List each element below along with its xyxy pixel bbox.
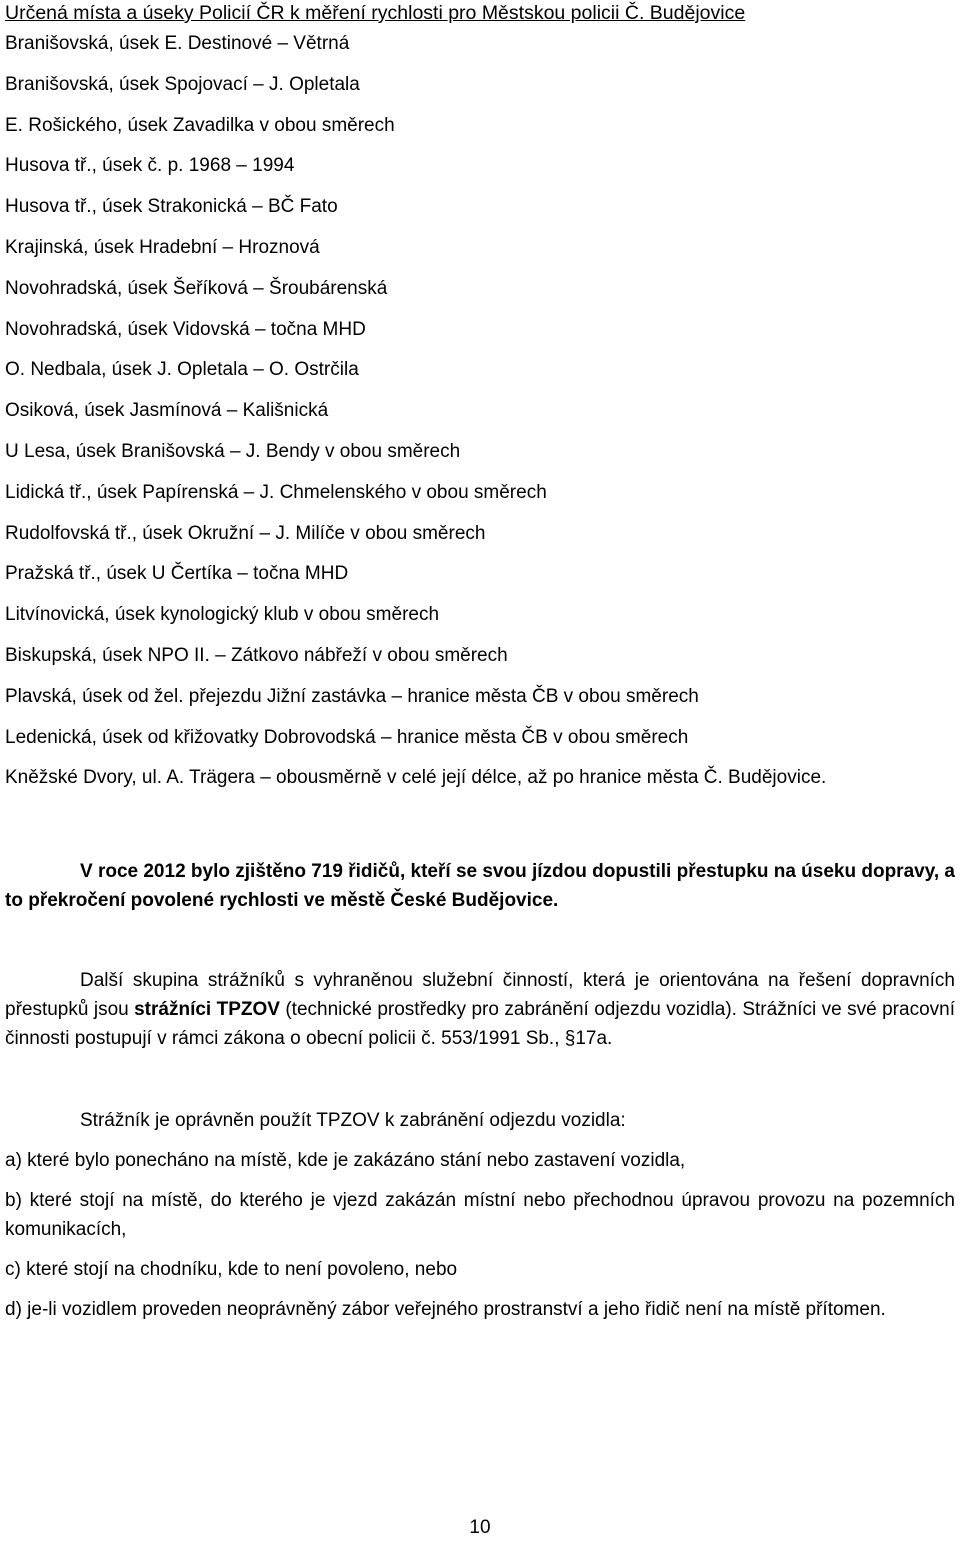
document-page bbox=[5, 0, 955, 1320]
list-item: Litvínovická, úsek kynologický klub v obou směrech bbox=[5, 604, 440, 626]
list-item: E. Rošického, úsek Zavadilka v obou směrech bbox=[5, 114, 395, 136]
tpzov-paragraph bbox=[5, 966, 955, 1053]
tpzov-text-before: Další skupina strážníků s vyhraněnou služební činností, která je orientována na řešení dopravních přestupků jsou bbox=[5, 970, 955, 1020]
authorization-item-a: a) které bylo ponecháno na místě, kde je zakázáno stání nebo zastavení vozidla, bbox=[5, 1150, 686, 1171]
authorization-item-c: c) které stojí na chodníku, kde to není povoleno, nebo bbox=[5, 1259, 458, 1280]
section-heading: Určená místa a úseky Policií ČR k měření rychlosti pro Městskou policii Č. Budějovice bbox=[5, 2, 746, 24]
list-item: Husova tř., úsek č. p. 1968 – 1994 bbox=[5, 155, 295, 177]
list-item: O. Nedbala, úsek J. Opletala – O. Ostrčila bbox=[5, 359, 359, 381]
list-item: Novohradská, úsek Šeříková – Šroubárenská bbox=[5, 277, 388, 299]
list-item: Kněžské Dvory, ul. A. Trägera – obousměrně v celé její délce, až po hranice města Č. Budějovice. bbox=[5, 767, 827, 789]
list-item: Branišovská, úsek E. Destinové – Větrná bbox=[5, 33, 350, 54]
list-item: Rudolfovská tř., úsek Okružní – J. Milíče v obou směrech bbox=[5, 522, 486, 544]
list-item: Husova tř., úsek Strakonická – BČ Fato bbox=[5, 196, 338, 218]
page-number: 10 bbox=[469, 1517, 491, 1538]
statistics-statement: V roce 2012 bylo zjištěno 719 řidičů, kteří se svou jízdou dopustili přestupku na úseku dopravy, a to překročení povolené rychlosti ve městě České Budějovice. bbox=[5, 861, 955, 911]
list-item: Krajinská, úsek Hradební – Hroznová bbox=[5, 236, 320, 258]
list-item: Osiková, úsek Jasmínová – Kališnická bbox=[5, 400, 329, 422]
list-item: Biskupská, úsek NPO II. – Zátkovo nábřeží v obou směrech bbox=[5, 644, 508, 666]
list-item: Branišovská, úsek Spojovací – J. Opletala bbox=[5, 73, 360, 95]
list-item: Novohradská, úsek Vidovská – točna MHD bbox=[5, 318, 366, 340]
list-item: U Lesa, úsek Branišovská – J. Bendy v obou směrech bbox=[5, 440, 461, 462]
list-item: Lidická tř., úsek Papírenská – J. Chmelenského v obou směrech bbox=[5, 481, 547, 503]
authorization-item-b: b) které stojí na místě, do kterého je vjezd zakázán místní nebo přechodnou úpravou provozu na pozemních komunikacích, bbox=[5, 1190, 955, 1240]
tpzov-bold-term: strážníci TPZOV bbox=[134, 999, 280, 1020]
list-item: Ledenická, úsek od křižovatky Dobrovodská – hranice města ČB v obou směrech bbox=[5, 726, 689, 748]
authorization-item-d: d) je-li vozidlem proveden neoprávněný zábor veřejného prostranství a jeho řidič není na místě přítomen. bbox=[5, 1299, 886, 1320]
measurement-places-list bbox=[5, 24, 955, 799]
tpzov-text-after: (technické prostředky pro zabránění odjezdu vozidla). Strážníci ve své pracovní činnosti postupují v rámci zákona o obecní policii č. 553/1991 Sb., §17a. bbox=[5, 999, 955, 1049]
list-item: Plavská, úsek od žel. přejezdu Jižní zastávka – hranice města ČB v obou směrech bbox=[5, 685, 699, 707]
authorization-intro: Strážník je oprávněn použít TPZOV k zabránění odjezdu vozidla: bbox=[80, 1110, 626, 1131]
list-item: Pražská tř., úsek U Čertíka – točna MHD bbox=[5, 563, 349, 585]
